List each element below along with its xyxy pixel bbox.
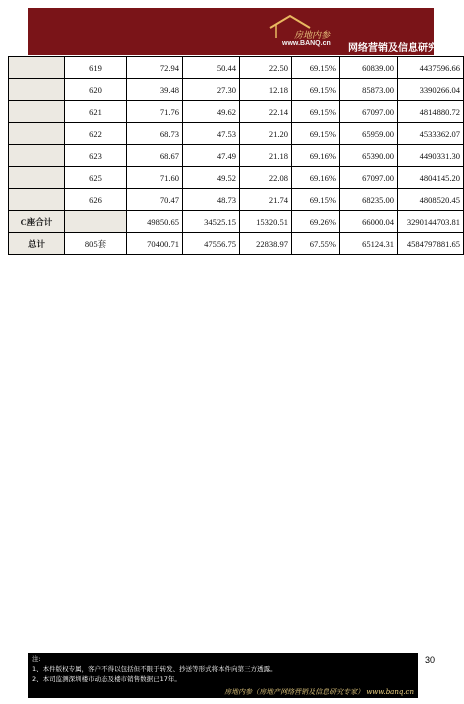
table-cell: 4533362.07: [398, 123, 464, 145]
table-cell: 4804145.20: [398, 167, 464, 189]
table-cell: 27.30: [183, 79, 240, 101]
table-cell: 85873.00: [340, 79, 398, 101]
table-cell: 21.74: [240, 189, 292, 211]
table-cell: 49.62: [183, 101, 240, 123]
table-cell: 70400.71: [127, 233, 183, 255]
table-cell: 4814880.72: [398, 101, 464, 123]
table-cell: 22.50: [240, 57, 292, 79]
table-cell: 69.16%: [292, 145, 340, 167]
table-cell: 67097.00: [340, 167, 398, 189]
table-cell: 49850.65: [127, 211, 183, 233]
table-cell: 12.18: [240, 79, 292, 101]
table-cell: 总计: [9, 233, 65, 255]
table-cell: [65, 211, 127, 233]
table-cell: 69.15%: [292, 123, 340, 145]
page-number: 30: [425, 655, 436, 665]
table-row: [9, 233, 464, 255]
logo-name: 房地内参: [294, 31, 331, 41]
footer-notes-box: [28, 653, 418, 698]
table-cell: 39.48: [127, 79, 183, 101]
table-cell: 69.15%: [292, 101, 340, 123]
table-cell: 69.16%: [292, 167, 340, 189]
table-cell: 3290144703.81: [398, 211, 464, 233]
table-cell: 65959.00: [340, 123, 398, 145]
table-cell: 805套: [65, 233, 127, 255]
table-cell: [9, 101, 65, 123]
table-cell: 620: [65, 79, 127, 101]
table-cell: 60839.00: [340, 57, 398, 79]
logo-url: www.BANQ.cn: [282, 40, 331, 47]
table-cell: 71.76: [127, 101, 183, 123]
table-cell: [9, 145, 65, 167]
table-cell: 66000.04: [340, 211, 398, 233]
table-row: [9, 211, 464, 233]
table-cell: 47556.75: [183, 233, 240, 255]
table-cell: 68235.00: [340, 189, 398, 211]
table-cell: 69.26%: [292, 211, 340, 233]
table-cell: 34525.15: [183, 211, 240, 233]
table-cell: 67097.00: [340, 101, 398, 123]
table-cell: 48.73: [183, 189, 240, 211]
table-cell: 22838.97: [240, 233, 292, 255]
footer-tagline: 房地内参（房地产网络营销及信息研究专家） www.banq.cn: [224, 688, 414, 696]
table-row: [9, 145, 464, 167]
table-cell: 67.55%: [292, 233, 340, 255]
table-cell: 619: [65, 57, 127, 79]
table-cell: 625: [65, 167, 127, 189]
table-cell: 21.18: [240, 145, 292, 167]
table-cell: [9, 167, 65, 189]
table-cell: [9, 123, 65, 145]
table-cell: 47.49: [183, 145, 240, 167]
table-cell: 4437596.66: [398, 57, 464, 79]
table-cell: C座合计: [9, 211, 65, 233]
note-1: 1、本件版权专属，客户不得以包括但不限于转发、抄送等形式将本件向第三方透露。: [32, 665, 277, 673]
table-body: [9, 57, 464, 255]
notes-label: 注:: [32, 655, 41, 663]
table-cell: [9, 57, 65, 79]
table-cell: 47.53: [183, 123, 240, 145]
table-cell: 626: [65, 189, 127, 211]
banner-title: 网络营销及信息研究专家: [348, 43, 458, 54]
table-row: [9, 79, 464, 101]
table-cell: 65390.00: [340, 145, 398, 167]
table-cell: 4584797881.65: [398, 233, 464, 255]
table-cell: [9, 189, 65, 211]
table-cell: [9, 79, 65, 101]
table-cell: 68.73: [127, 123, 183, 145]
table-cell: 15320.51: [240, 211, 292, 233]
table-cell: 68.67: [127, 145, 183, 167]
table-row: [9, 123, 464, 145]
table-cell: 21.20: [240, 123, 292, 145]
table-cell: 72.94: [127, 57, 183, 79]
table-row: [9, 167, 464, 189]
table-cell: 49.52: [183, 167, 240, 189]
table-cell: 69.15%: [292, 189, 340, 211]
table-row: [9, 101, 464, 123]
table-cell: 623: [65, 145, 127, 167]
table-cell: 22.14: [240, 101, 292, 123]
table-cell: 621: [65, 101, 127, 123]
table-cell: 3390266.04: [398, 79, 464, 101]
sales-table: [8, 56, 464, 255]
header-banner: [28, 8, 458, 55]
table-cell: 50.44: [183, 57, 240, 79]
table-cell: 70.47: [127, 189, 183, 211]
note-2: 2、本司监测深圳楼市动态及楼市销售数据已17年。: [32, 675, 181, 683]
table-cell: 622: [65, 123, 127, 145]
table-cell: 69.15%: [292, 79, 340, 101]
table-cell: 65124.31: [340, 233, 398, 255]
table-cell: 71.60: [127, 167, 183, 189]
table-cell: 4490331.30: [398, 145, 464, 167]
table-cell: 4808520.45: [398, 189, 464, 211]
footer-notes: [32, 654, 414, 684]
table-cell: 69.15%: [292, 57, 340, 79]
table-row: [9, 189, 464, 211]
table-cell: 22.08: [240, 167, 292, 189]
table-row: [9, 57, 464, 79]
